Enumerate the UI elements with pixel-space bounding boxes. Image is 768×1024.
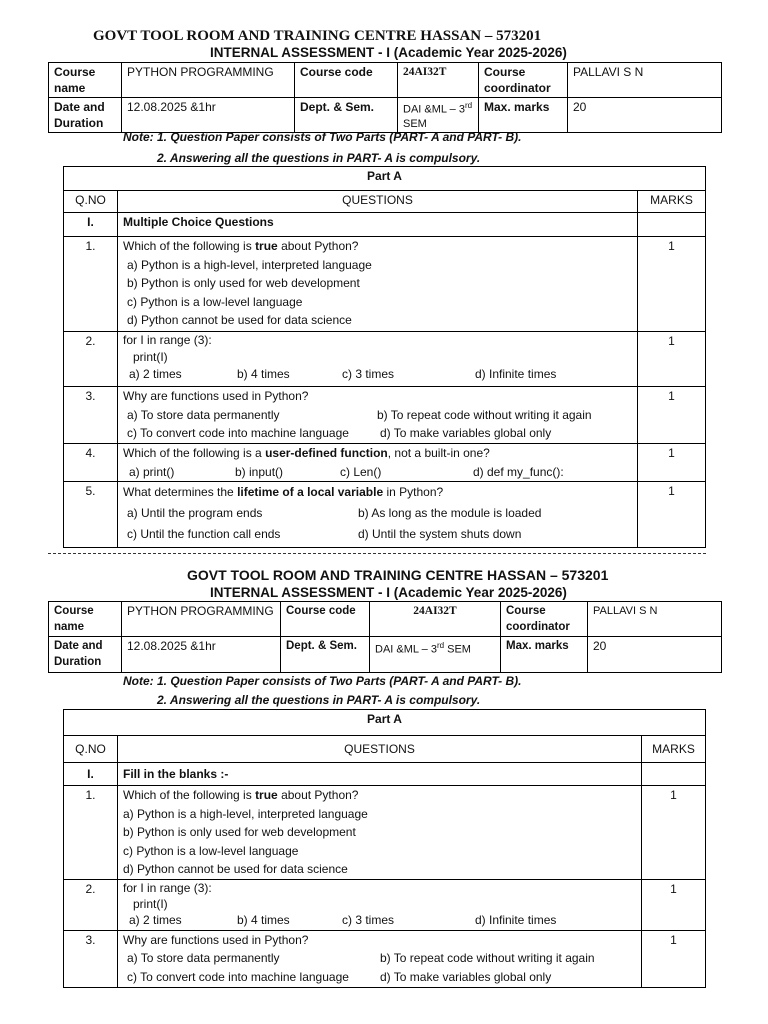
code-line: print(I) [133,350,168,364]
qno-header: Q.NO [64,191,118,213]
question-number: 3. [64,930,118,987]
option-b: b) As long as the module is loaded [358,506,542,520]
section-number: I. [64,763,118,786]
question-marks: 1 [638,482,706,548]
section-title: Multiple Choice Questions [118,213,638,237]
dept-label: Dept. & Sem. [281,637,370,673]
option-a: a) Python is a high-level, interpreted language [123,806,368,821]
qno-header: Q.NO [64,736,118,763]
section-title: Fill in the blanks :- [118,763,642,786]
question-row [64,482,706,548]
option-d: d) Infinite times [475,367,557,381]
date-label: Date and Duration [49,637,122,673]
section-number: I. [64,213,118,237]
question-table [63,709,706,988]
question-marks: 1 [638,444,706,482]
question-row [64,444,706,482]
option-b: b) 4 times [237,367,290,381]
section-marks [642,763,706,786]
note-2: 2. Answering all the questions in PART- A is compulsory. [157,151,481,165]
course-code-label: Course code [281,602,370,637]
coordinator-label: Course coordinator [501,602,588,637]
option-d: d) Until the system shuts down [358,527,522,541]
institute-title: GOVT TOOL ROOM AND TRAINING CENTRE HASSAN – 573201 [187,567,609,583]
course-name-label: Course name [49,602,122,637]
option-b: b) To repeat code without writing it again [377,407,592,422]
max-marks-value: 20 [568,98,722,133]
coordinator-value: PALLAVI S N [568,63,722,98]
option-c: c) 3 times [342,367,395,381]
max-marks-value: 20 [588,637,722,673]
coordinator-value: PALLAVI S N [588,602,722,637]
question-row [64,237,706,332]
question-table [63,166,706,548]
part-a-heading: Part A [64,710,706,736]
option-b: b) input() [235,464,284,479]
part-a-heading: Part A [64,167,706,191]
option-c: c) To convert code into machine language [127,969,349,984]
question-number: 2. [64,879,118,930]
option-b: b) Python is only used for web development [127,276,360,290]
option-c: c) Until the function call ends [127,527,281,541]
course-name-label: Course name [49,63,122,98]
dept-value: DAI &ML – 3rd SEM [398,98,479,133]
option-d: d) Python cannot be used for data science [127,313,352,327]
note-2: 2. Answering all the questions in PART- A is compulsory. [157,693,481,707]
option-a: a) To store data permanently [127,407,280,422]
question-number: 4. [64,444,118,482]
question-row [64,387,706,444]
questions-header: QUESTIONS [118,736,642,763]
cut-line-divider [48,553,706,554]
option-d: d) Python cannot be used for data science [123,862,348,876]
option-a: a) Python is a high-level, interpreted language [127,257,372,272]
question-marks: 1 [642,786,706,880]
option-a: a) 2 times [129,912,182,927]
course-info-table [48,62,722,133]
question-body: Why are functions used in Python? a) To store data permanently b) To repeat code without writing it again c) To convert code into machine language d) To make variables global only [118,387,638,444]
question-marks: 1 [642,879,706,930]
max-marks-label: Max. marks [501,637,588,673]
option-d: d) To make variables global only [380,426,552,440]
question-row [64,786,706,880]
max-marks-label: Max. marks [479,98,568,133]
question-number: 2. [64,332,118,387]
coordinator-label: Course coordinator [479,63,568,98]
exam-title: INTERNAL ASSESSMENT - I (Academic Year 2025-2026) [210,45,567,60]
question-number: 1. [64,786,118,880]
option-c: c) 3 times [342,912,395,927]
institute-title: GOVT TOOL ROOM AND TRAINING CENTRE HASSAN – 573201 [93,28,542,44]
questions-header: QUESTIONS [118,191,638,213]
exam-title: INTERNAL ASSESSMENT - I (Academic Year 2025-2026) [210,585,567,600]
note-1: Note: 1. Question Paper consists of Two Parts (PART- A and PART- B). [123,130,522,144]
option-d: d) Infinite times [475,912,557,927]
option-c: c) To convert code into machine language [127,426,349,440]
question-number: 3. [64,387,118,444]
option-a: a) Until the program ends [127,506,263,520]
course-code-value: 24AI32T [398,63,479,98]
date-value: 12.08.2025 &1hr [122,98,295,133]
date-label: Date and Duration [49,98,122,133]
option-a: a) print() [129,464,175,479]
course-name-value: PYTHON PROGRAMMING [122,63,295,98]
question-body: for I in range (3): print(I) a) 2 times b) 4 times c) 3 times d) Infinite times [118,879,642,930]
dept-label: Dept. & Sem. [295,98,398,133]
marks-header: MARKS [642,736,706,763]
marks-header: MARKS [638,191,706,213]
date-value: 12.08.2025 &1hr [122,637,281,673]
question-body: for I in range (3): print(I) a) 2 times b) 4 times c) 3 times d) Infinite times [118,332,638,387]
question-marks: 1 [642,930,706,987]
option-a: a) 2 times [129,367,182,381]
course-info-table [48,601,722,673]
dept-value: DAI &ML – 3rd SEM [370,637,501,673]
option-c: c) Len() [340,464,382,479]
option-c: c) Python is a low-level language [123,843,299,858]
question-number: 1. [64,237,118,332]
question-row [64,332,706,387]
question-body: Which of the following is a user-defined function, not a built-in one? a) print() b) input() c) Len() d) def my_func(): [118,444,638,482]
question-body: Why are functions used in Python? a) To store data permanently b) To repeat code without writing it again c) To convert code into machine language d) To make variables global only [118,930,642,987]
option-d: d) To make variables global only [380,969,552,984]
course-code-value: 24AI32T [370,602,501,637]
course-name-value: PYTHON PROGRAMMING [122,602,281,637]
option-a: a) To store data permanently [127,951,280,965]
question-row [64,930,706,987]
question-marks: 1 [638,387,706,444]
option-c: c) Python is a low-level language [127,294,303,309]
option-d: d) def my_func(): [473,464,564,479]
question-body: What determines the lifetime of a local variable in Python? a) Until the program ends b) As long as the module is loaded c) Until the function call ends d) Until the system shuts down [118,482,638,548]
question-row [64,879,706,930]
course-code-label: Course code [295,63,398,98]
option-b: b) Python is only used for web development [123,825,356,839]
question-marks: 1 [638,237,706,332]
question-marks: 1 [638,332,706,387]
question-number: 5. [64,482,118,548]
note-1: Note: 1. Question Paper consists of Two Parts (PART- A and PART- B). [123,674,522,688]
code-line: print(I) [133,896,168,911]
option-b: b) To repeat code without writing it again [380,951,595,965]
option-b: b) 4 times [237,912,290,927]
question-body: Which of the following is true about Python? a) Python is a high-level, interpreted language b) Python is only used for web development c) Python is a low-level language d) Python cannot be used for data science [118,786,642,880]
question-body: Which of the following is true about Python? a) Python is a high-level, interpreted language b) Python is only used for web development c) Python is a low-level language d) Python cannot be used for data science [118,237,638,332]
section-marks [638,213,706,237]
